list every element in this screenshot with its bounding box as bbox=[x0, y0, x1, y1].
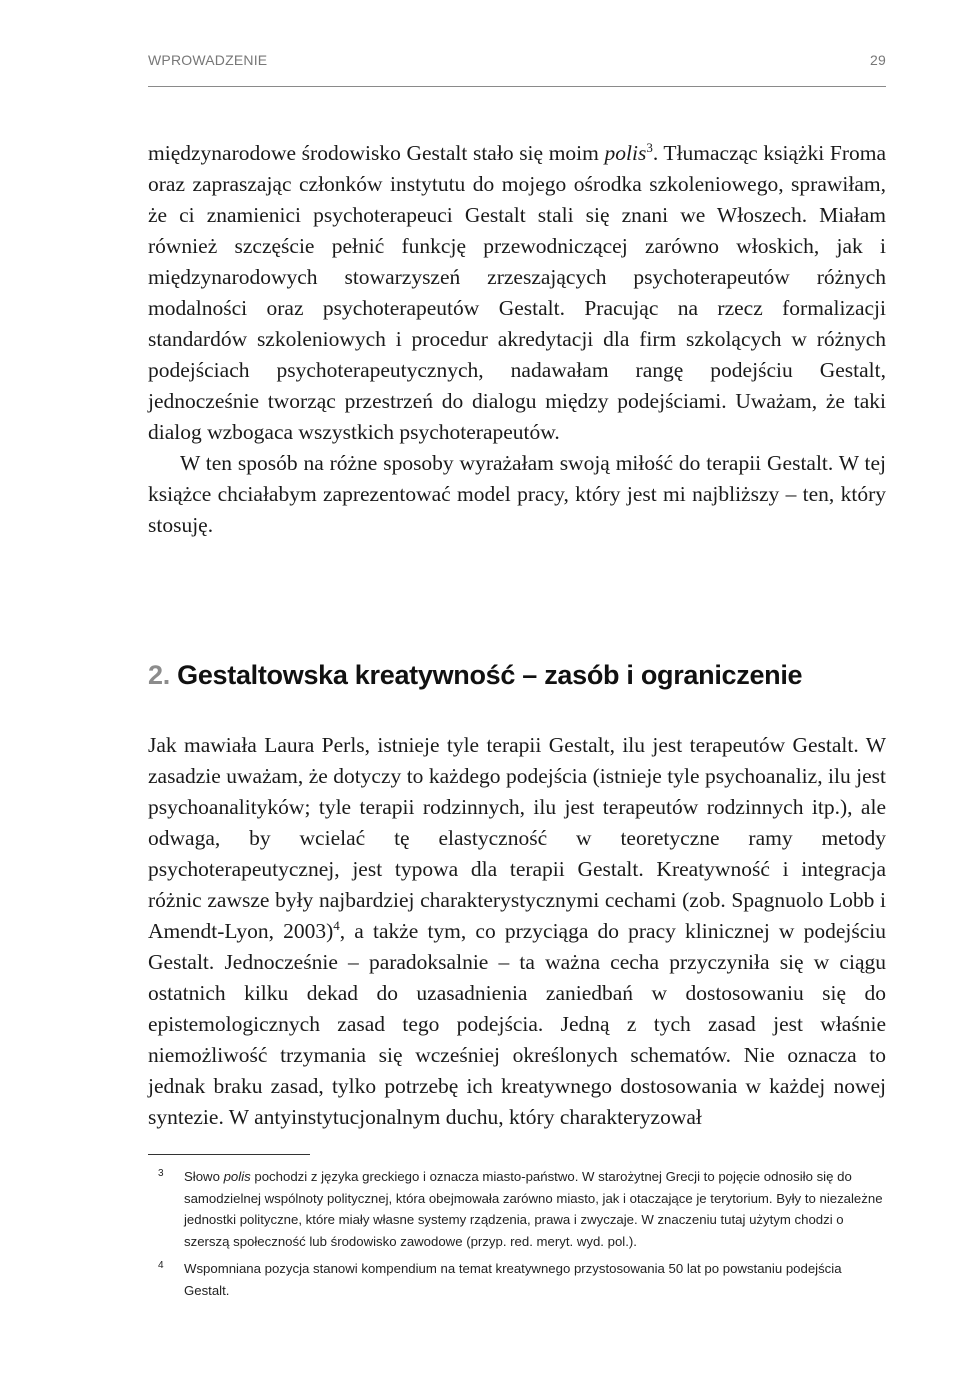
footnote-ref-3[interactable]: 3 bbox=[646, 139, 653, 155]
footnote-3 bbox=[148, 1166, 886, 1252]
page-number: 29 bbox=[870, 52, 886, 68]
header-rule bbox=[148, 86, 886, 87]
paragraph bbox=[148, 138, 886, 448]
paragraph: W ten sposób na różne sposoby wyrażałam swoją miłość do terapii Gestalt. W tej książce chciałabym zaprezentować model pracy, który jest mi najbliższy – ten, który stosuję. bbox=[148, 451, 886, 537]
paragraph-text: . Tłumacząc książki Froma oraz zapraszając członków instytutu do mojego ośrodka szkoleniowego, sprawiłam, że ci znamienici psychoterapeuci Gestalt stali się znani we Włoszech. Miałam również szczęście pełnić funkcję przewodniczącej zarówno włoskich, jak i międzynarodowych stowarzyszeń zrzeszających psychoterapeutów różnych modalności oraz psychoterapeutów Gestalt. Pracując na rzecz formalizacji standardów szkoleniowych i procedur akredytacji dla firm szkolących w różnych podejściach psychoterapeutycznych, nadawałam rangę podejściu Gestalt, jednocześnie tworząc przestrzeń do dialogu między podejściami. Uważam, że taki dialog wzbogaca wszystkich psychoterapeutów. bbox=[148, 141, 887, 444]
italic-term: polis bbox=[223, 1169, 251, 1184]
intro-text-block bbox=[148, 138, 886, 541]
paragraph-text: międzynarodowe środowisko Gestalt stało się moim bbox=[148, 141, 605, 165]
paragraph-text: Jak mawiała Laura Perls, istnieje tyle terapii Gestalt, ilu jest terapeutów Gestalt. W zasadzie uważam, że dotyczy to każdego podejścia (istnieje tyle psychoanaliz, ilu jest psychoanalityków; tyle terapii rodzinnych, ilu jest terapeutów rodzinnych itp.), ale odwaga, by wcielać tę elastyczność w teoretyczne ramy metody psychoterapeutycznej, jest typowa dla terapii Gestalt. Kreatywność i integracja różnic zawsze były najbardziej charakterystycznymi cechami (zob. Spagnuolo Lobb i Amendt-Lyon, 2003) bbox=[148, 733, 886, 943]
footnote-marker: 3 bbox=[158, 1168, 164, 1179]
section-title: Gestaltowska kreatywność – zasób i ograniczenie bbox=[177, 660, 803, 690]
running-head-section: WPROWADZENIE bbox=[148, 52, 268, 68]
footnotes bbox=[148, 1166, 886, 1307]
footnote-text: Wspomniana pozycja stanowi kompendium na temat kreatywnego przystosowania 50 lat po powstaniu podejścia Gestalt. bbox=[184, 1261, 842, 1298]
footnote-4 bbox=[148, 1258, 886, 1301]
footnote-text: Słowo polis pochodzi z języka greckiego i oznacza miasto-państwo. W starożytnej Grecji to pojęcie odnosiło się do samodzielnej wspólnoty politycznej, która obejmowała zarówno miasto, jak i otaczające je terytorium. Były to niezależne jednostki polityczne, które miały własne systemy rządzenia, prawa i zwyczaje. W znaczeniu tutaj użytym chodzi o szerszą społeczność lub środowisko zawodowe (przyp. red. meryt. wyd. pol.). bbox=[184, 1169, 883, 1249]
running-head bbox=[148, 52, 886, 74]
italic-term: polis bbox=[604, 141, 647, 165]
section-number: 2. bbox=[148, 660, 170, 690]
footnote-ref-4[interactable]: 4 bbox=[333, 917, 340, 933]
footnote-marker: 4 bbox=[158, 1260, 164, 1271]
section-heading bbox=[148, 660, 886, 691]
section-text-block bbox=[148, 730, 886, 1133]
paragraph-text: , a także tym, co przyciąga do pracy klinicznej w podejściu Gestalt. Jednocześnie – paradoksalnie – ta ważna cecha przyczyniła się w ciągu ostatnich kilku dekad do uzasadnienia zaniedbań w dostosowaniu się do epistemologicznych zasad tego podejścia. Jedną z tych zasad jest właśnie niemożliwość trzymania się wcześniej określonych schematów. Nie oznacza to jednak braku zasad, tylko potrzebę ich kreatywnego dostosowania w każdej nowej syntezie. W antyinstytucjonalnym duchu, który charakteryzował bbox=[148, 919, 886, 1129]
footnote-rule bbox=[148, 1154, 310, 1155]
paragraph bbox=[148, 730, 886, 1133]
